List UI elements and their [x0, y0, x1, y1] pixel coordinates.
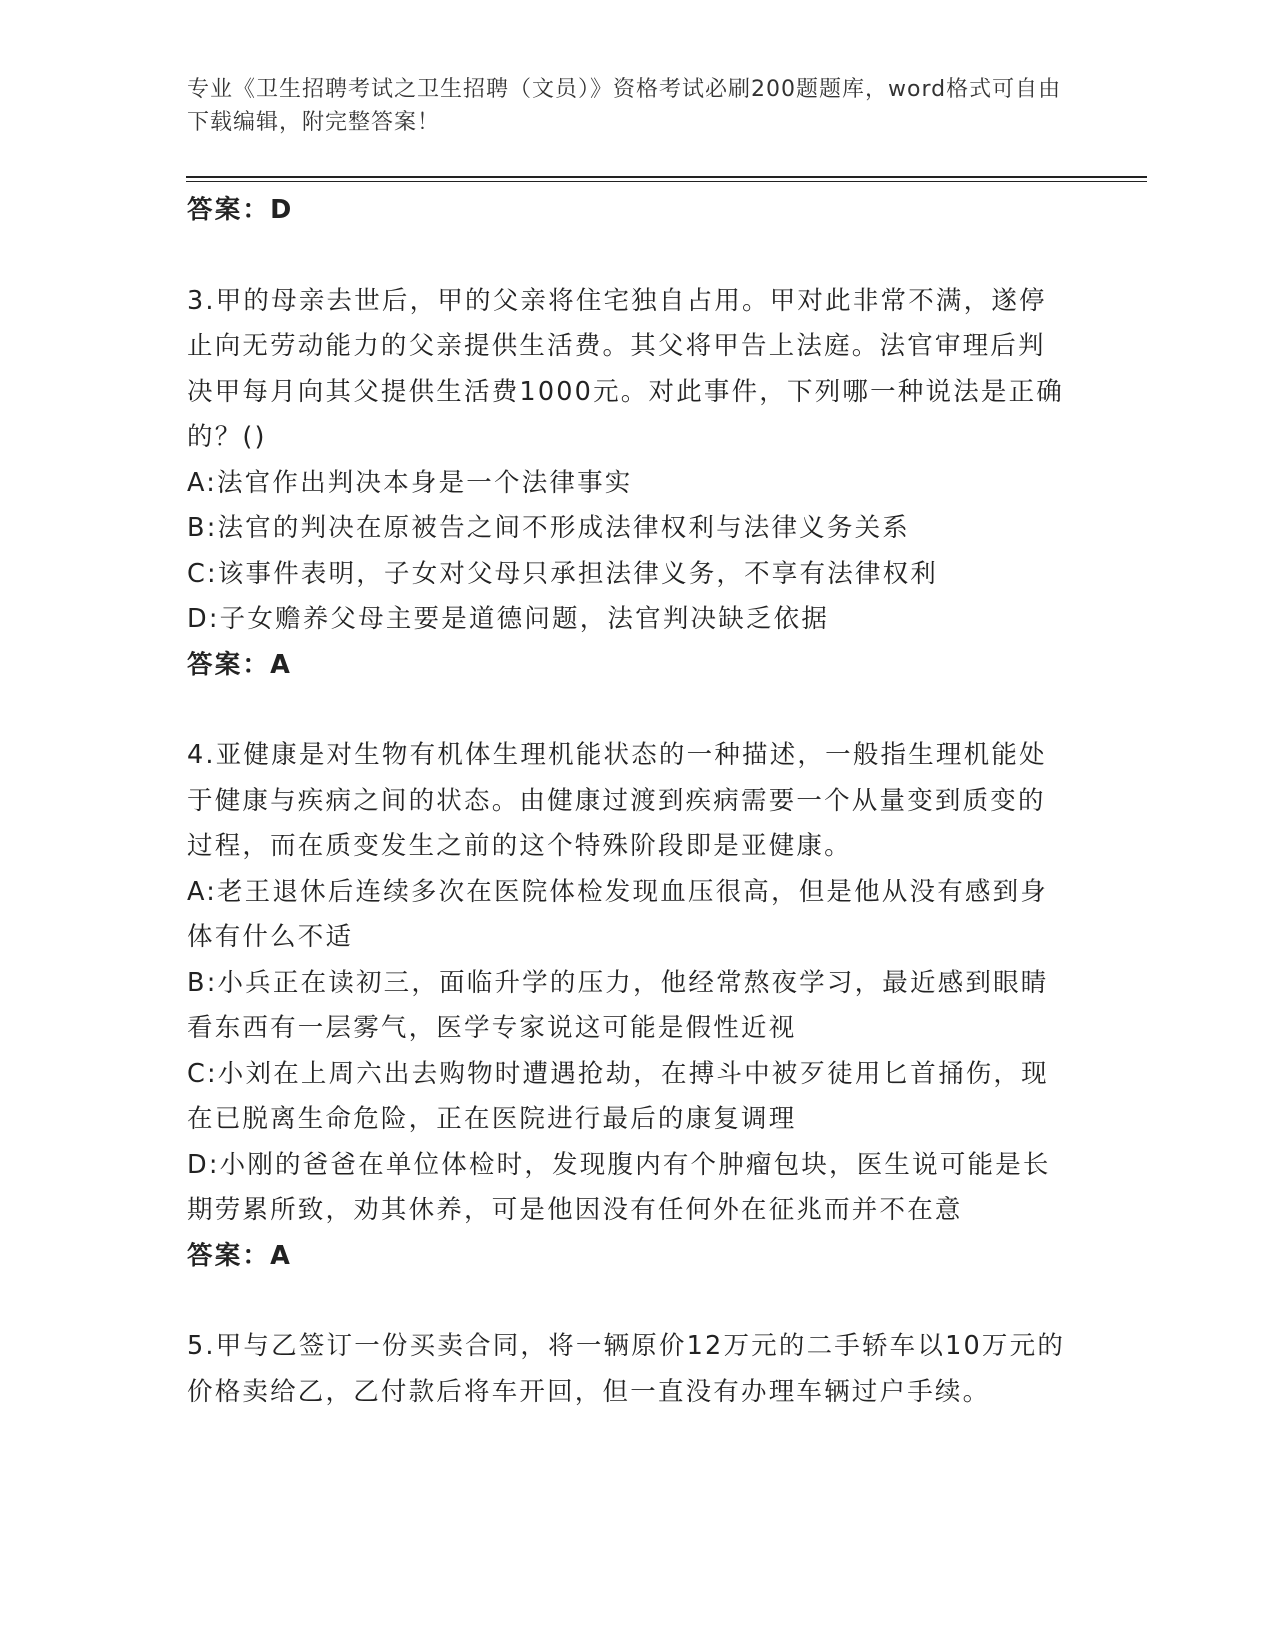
question-4-option-d: D:小刚的爸爸在单位体检时，发现腹内有个肿瘤包块，医生说可能是长期劳累所致，劝其休养，可是他因没有任何外在征兆而并不在意: [187, 1149, 1051, 1225]
question-4-text: 4.亚健康是对生物有机体生理机能状态的一种描述，一般指生理机能处于健康与疾病之间的状态。由健康过渡到疾病需要一个从量变到质变的过程，而在质变发生之前的这个特殊阶段即是亚健康。: [187, 740, 1047, 861]
paragraph-gap: [187, 234, 1067, 279]
question-4-option-a: A:老王退休后连续多次在医院体检发现血压很高，但是他从没有感到身体有什么不适: [187, 876, 1048, 952]
document-header: [187, 73, 1067, 139]
question-4-option-b: B:小兵正在读初三，面临升学的压力，他经常熬夜学习，最近感到眼睛看东西有一层雾气，医学专家说这可能是假性近视: [187, 967, 1049, 1043]
question-4-option-c: C:小刘在上周六出去购物时遭遇抢劫，在搏斗中被歹徒用匕首捅伤，现在已脱离生命危险，正在医院进行最后的康复调理: [187, 1058, 1049, 1134]
question-4-answer: 答案：A: [187, 1240, 293, 1271]
question-3-option-b: B:法官的判决在原被告之间不形成法律权利与法律义务关系: [187, 513, 910, 543]
question-3-option-c: C:该事件表明，子女对父母只承担法律义务，不享有法律权利: [187, 558, 938, 589]
paragraph-gap: [187, 688, 1067, 733]
answer-line: 答案：D: [187, 195, 294, 225]
header-text: 专业《卫生招聘考试之卫生招聘（文员）》资格考试必刷200题题库，word格式可自由下载编辑，附完整答案！: [187, 77, 1062, 135]
question-3-answer: 答案：A: [187, 649, 293, 680]
question-3-text: 3.甲的母亲去世后，甲的父亲将住宅独自占用。甲对此非常不满，遂停止向无劳动能力的父亲提供生活费。其父将甲告上法庭。法官审理后判决甲每月向其父提供生活费1000元。对此事件，下列哪一种说法是正确的？(): [187, 285, 1064, 452]
question-3-option-d: D:子女赡养父母主要是道德问题，法官判决缺乏依据: [187, 604, 830, 634]
paragraph-gap: [187, 1279, 1067, 1324]
question-5-text: 5.甲与乙签订一份买卖合同，将一辆原价12万元的二手轿车以10万元的价格卖给乙，乙付款后将车开回，但一直没有办理车辆过户手续。: [187, 1331, 1066, 1407]
document-body: [187, 188, 1067, 1415]
header-rule-thin: [186, 181, 1147, 182]
question-3-option-a: A:法官作出判决本身是一个法律事实: [187, 467, 633, 498]
header-rule-thick: [186, 176, 1147, 178]
